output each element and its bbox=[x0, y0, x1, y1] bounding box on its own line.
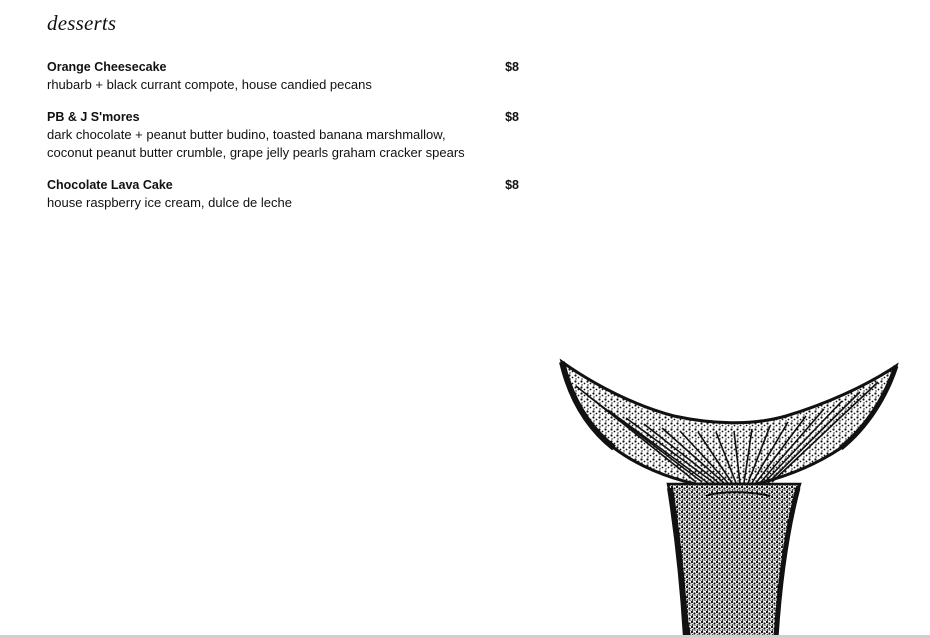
menu-item-pb-j-smores bbox=[47, 108, 519, 162]
menu-item-description: rhubarb + black currant compote, house candied pecans bbox=[47, 77, 372, 92]
menu-item-name: Orange Cheesecake bbox=[47, 60, 167, 74]
menu-item-orange-cheesecake bbox=[47, 58, 519, 94]
menu-item-chocolate-lava-cake bbox=[47, 176, 519, 212]
menu-item-header bbox=[47, 176, 519, 194]
menu-item-name: PB & J S'mores bbox=[47, 110, 140, 124]
fish-tail-illustration-icon bbox=[556, 356, 902, 638]
menu-item-price: $8 bbox=[505, 110, 519, 124]
menu-item-name: Chocolate Lava Cake bbox=[47, 178, 173, 192]
menu-item-price: $8 bbox=[505, 60, 519, 74]
menu-item-header bbox=[47, 108, 519, 126]
menu-item-header bbox=[47, 58, 519, 76]
dessert-menu bbox=[47, 58, 519, 226]
menu-item-price: $8 bbox=[505, 178, 519, 192]
menu-item-description: dark chocolate + peanut butter budino, toasted banana marshmallow, coconut peanut butter crumble, grape jelly pearls graham cracker spears bbox=[47, 127, 465, 160]
section-title: desserts bbox=[47, 11, 117, 35]
menu-item-description: house raspberry ice cream, dulce de leche bbox=[47, 195, 292, 210]
